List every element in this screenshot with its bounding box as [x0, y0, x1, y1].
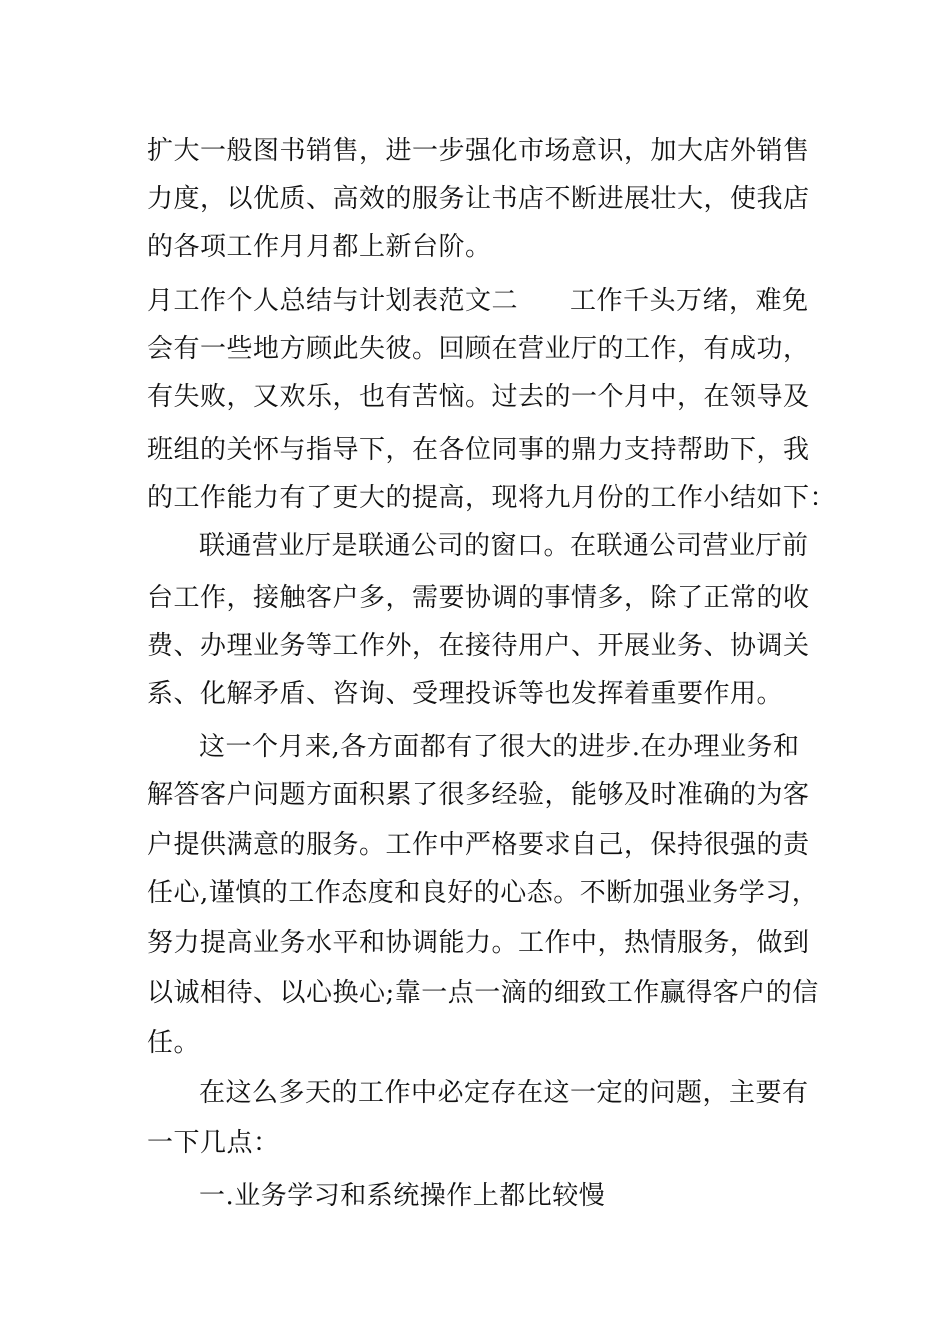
text-line: 任。 — [147, 1028, 201, 1058]
text-line: 一下几点： — [147, 1128, 280, 1158]
heading-line — [147, 285, 809, 317]
text-line: 联通营业厅是联通公司的窗口。在联通公司营业厅前 — [199, 531, 809, 561]
text-line: 力度，以优质、高效的服务让书店不断进展壮大，使我店 — [147, 184, 810, 214]
text-line: 解答客户问题方面积累了很多经验，能够及时准确的为客 — [147, 780, 810, 810]
text-line: 的工作能力有了更大的提高，现将九月份的工作小结如下： — [147, 483, 837, 513]
text-line: 的各项工作月月都上新台阶。 — [147, 232, 492, 262]
section-heading: 月工作个人总结与计划表范文二 — [147, 286, 519, 316]
text-line: 户提供满意的服务。工作中严格要求自己，保持很强的责 — [147, 830, 810, 860]
text-line: 系、化解矛盾、咨询、受理投诉等也发挥着重要作用。 — [147, 679, 784, 709]
text-line-start: 工作千头万绪，难免 — [570, 286, 809, 316]
list-item: 一.业务学习和系统操作上都比较慢 — [199, 1181, 606, 1211]
text-line: 有失败，又欢乐，也有苦恼。过去的一个月中，在领导及 — [147, 382, 810, 412]
text-line: 任心,谨慎的工作态度和良好的心态。不断加强业务学习， — [147, 878, 819, 908]
text-line: 这一个月来,各方面都有了很大的进步.在办理业务和 — [199, 732, 800, 762]
text-line: 努力提高业务水平和协调能力。工作中，热情服务，做到 — [147, 928, 810, 958]
text-line: 扩大一般图书销售，进一步强化市场意识，加大店外销售 — [147, 136, 810, 166]
text-line: 在这么多天的工作中必定存在这一定的问题，主要有 — [199, 1078, 809, 1108]
text-line: 以诚相待、以心换心;靠一点一滴的细致工作赢得客户的信 — [147, 978, 819, 1008]
text-line: 会有一些地方顾此失彼。回顾在营业厅的工作，有成功， — [147, 334, 810, 364]
text-line: 费、办理业务等工作外，在接待用户、开展业务、协调关 — [147, 631, 810, 661]
text-line: 班组的关怀与指导下，在各位同事的鼎力支持帮助下，我 — [147, 435, 810, 465]
text-line: 台工作，接触客户多，需要协调的事情多，除了正常的收 — [147, 583, 810, 613]
